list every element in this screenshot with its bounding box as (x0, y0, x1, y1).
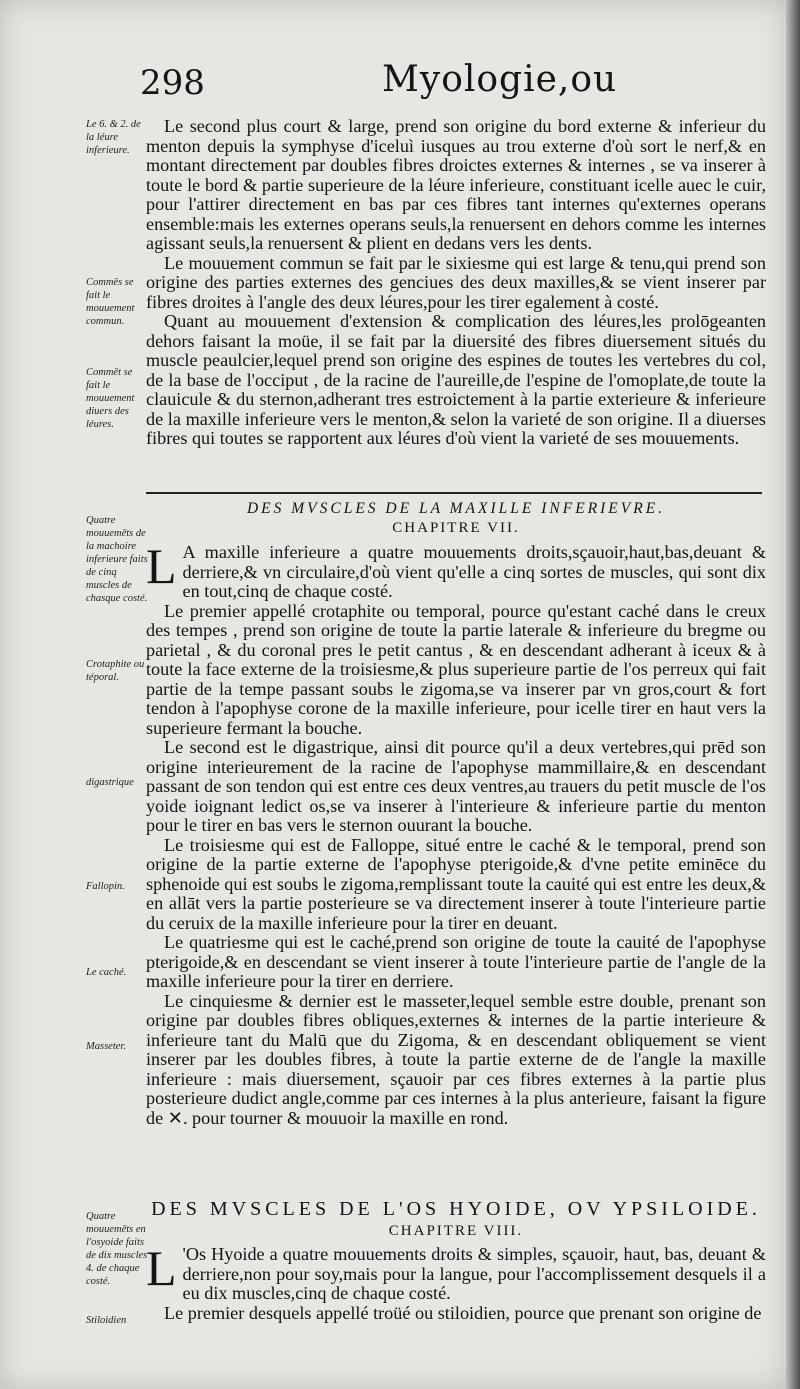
section-title: DES MVSCLES DE LA MAXILLE INFERIEVRE. (246, 500, 666, 517)
margin-note: Quatre mouuemēts de la machoire inferieure faits de cinq muscles de chasque costé. (86, 515, 148, 604)
paragraph: Le mouuement commun se fait par le sixiesme qui est large & tenu,qui prend son origine des parties externes des genciues des deux maxilles,& se vient inserer par fibres droites à l'angle des deux léures,pour les tirer egalement à costé. (146, 252, 766, 312)
margin-note: Commēs se fait le mouuement commun. (86, 277, 135, 327)
section-rule (146, 492, 762, 494)
paragraph-text: 'Os Hyoide a quatre mouuements droits & simples, sçauoir, haut, bas, deuant & derriere,non pour soy,mais pour la langue, pour l'accomplissement desquels il a eu dix muscles,cinq de chaque costé. (182, 1244, 766, 1303)
text-block-chapter-7 (146, 538, 766, 1128)
paragraph: Quant au mouuement d'extension & complication des léures,les prolōgeanten dehors faisant la moüe, il se fait par la diuersité des fibres diuersement situés du muscle peaulcier,lequel prend son origine des espines de toutes les vertebres du col, de la base de l'occiput , de la racine de l'aureille,de l'espine de l'omoplate,de toute la clauicule & du sternon,adherant tres estroictement à la partie exterieure & inferieure de la maxille inferieure vers le menton,& selon la varieté de son origine. Il a diuerses fibres qui toutes se rapportent aux léures d'où vient la varieté de ses mouuements. (146, 311, 766, 448)
text-block-top (146, 117, 766, 449)
paragraph: Le premier appellé crotaphite ou temporal, pource qu'estant caché dans le creux des tempes , prend son origine de toute la partie laterale & inferieure du bregme ou parietal , & du coronal pres le petit cantus , & en descendant adherant à iceux & à toute la face externe de la troisiesme,& plus superieure partie de l'os perreux qui fait partie de la tempe passant soubs le zigoma,se va inserer par vn gros,court & fort tendon à l'apophyse corone de la maxille inferieure, pour icelle tirer en haut vers la superieure fermant la bouche. (146, 600, 766, 738)
drop-capital: L (146, 1240, 177, 1296)
margin-note: digastrique (86, 777, 134, 788)
margin-note: Crotaphite ou téporal. (86, 659, 145, 683)
section-heading (146, 1198, 766, 1240)
section-title: DES MVSCLES DE L'OS HYOIDE, OV YPSILOIDE. (151, 1198, 761, 1220)
margin-note: Le caché. (86, 967, 127, 978)
paragraph: Le cinquiesme & dernier est le masseter,lequel semble estre double, prenant son origine par doubles fibres obliques,externes & internes de la partie interieure & inferieure tant du Malū que du Zigoma, & en descendant obliquement se vient inserer par les doubles fibres, à toute la partie externe de de l'angle la maxille inferieure : mais diuersement, sçauoir par ces fibres externes à la partie plus posterieure dudict angle,comme par ces internes à la plus anterieure, faisant la figure de ✕. pour tourner & mouuoir la maxille en rond. (146, 990, 766, 1128)
page-edge (786, 0, 800, 1389)
margin-note: Masseter. (86, 1041, 126, 1052)
paragraph: Le second est le digastrique, ainsi dit pource qu'il a deux vertebres,qui prēd son origine interieurement de la racine de l'apophyse mammillaire,& en descendant passant de son tendon qui est entre ces deux ventres,au trauers du petit muscle de l'os yoide ioignant ledict os,se va inserer à l'interieure & inferieure partie du menton pour le tirer en bas vers le sternon ouurant la bouche. (146, 737, 766, 835)
text-block-chapter-8 (146, 1240, 766, 1323)
page-number: 298 (140, 63, 205, 103)
paragraph: Le second plus court & large, prend son origine du bord externe & inferieur du menton depuis la symphyse d'iceluì iusques au trou externe d'où sort le nerf,& en montant directement par doubles fibres droictes externes & internes , se va inserer à toute le bord & partie superieure de la léure inferieure, constituant icelle auec le cuir, pour l'attirer directement en bas par ces fibres tant internes qu'externes operans ensemble:mais les externes operans seuls,la renuersent en dehors comme les internes agissant seuls,la renuersent & plient en dedans vers les dents. (146, 116, 766, 253)
margin-note: Stiloidien (86, 1315, 127, 1326)
paragraph-with-initial (146, 538, 766, 602)
page-header (0, 55, 786, 110)
section-heading (146, 500, 766, 537)
margin-note: Quatre mouuemēts en l'osyoide faits de dix muscles 4. de chaque costé. (86, 1211, 148, 1287)
margin-note: Le 6. & 2. de la léure inferieure. (86, 119, 141, 156)
margin-note: Fallopin. (86, 881, 125, 892)
running-head: Myologie,ou (382, 59, 618, 100)
paragraph-text: A maxille inferieure a quatre mouuements droits,sçauoir,haut,bas,deuant & derriere,& vn circulaire,d'où vient qu'elle a cinq sortes de muscles, qui sont dix en tout,cinq de chaque costé. (182, 542, 766, 601)
chapter-title: CHAPITRE VII. (392, 520, 520, 536)
drop-capital: L (146, 538, 177, 594)
chapter-title: CHAPITRE VIII. (388, 1223, 524, 1239)
paragraph: Le quatriesme qui est le caché,prend son origine de toute la cauité de l'apophyse pterigoide,& en descendant se vient inserer à toute l'interieure partie de l'angle de la maxille inferieure pour la tirer en derriere. (146, 932, 766, 991)
paragraph-with-initial (146, 1240, 766, 1304)
paragraph: Le troisiesme qui est de Falloppe, situé entre le caché & le temporal, prend son origine de la partie externe de l'apophyse pterigoide,& d'vne petite eminēce du sphenoide qui est soubs le zigoma,remplissant toute la cauité qui est entre les deux,& en allāt vers la partie posterieure se va directement inserer à toute l'interieure partie du ceruix de la maxille inferieure pour la tirer en deuant. (146, 834, 766, 933)
margin-note: Commēt se fait le mouuement diuers des léures. (86, 367, 135, 430)
paragraph: Le premier desquels appellé troüé ou stiloidien, pource que prenant son origine de (164, 1302, 762, 1323)
